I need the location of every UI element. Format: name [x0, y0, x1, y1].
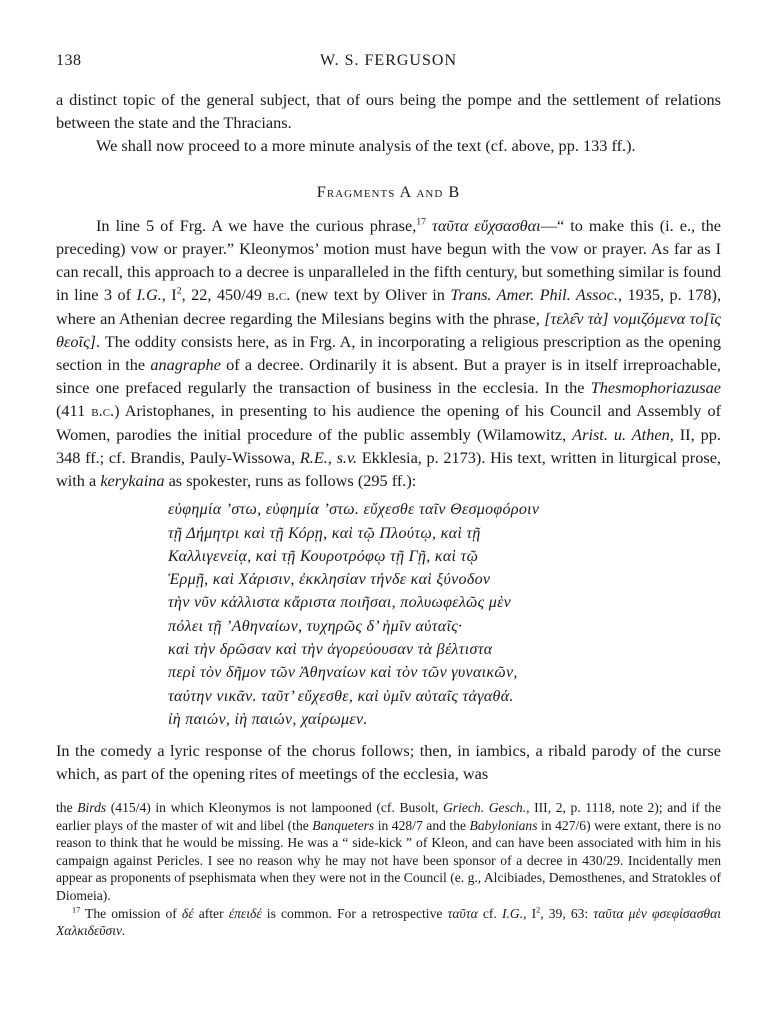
text-run: ) Aristophanes, in presenting to his audience the opening of his Council and Assembly of Women, parodies the initial procedure of the public assembly (Wilamowitz, [56, 401, 722, 444]
page-header [56, 52, 721, 76]
page-number: 138 [56, 52, 82, 69]
citation-title: Arist. u. Athen [572, 424, 670, 444]
greek-phrase: [τελε̑ν τὰ] νομιζόμενα το[ῖς θεοῖς] [56, 308, 721, 351]
text-run: , III, 2, p. 1118, note 2); and if the earlier plays of the master of wit and libel (the [56, 800, 721, 833]
text-run: , I [161, 285, 177, 305]
quote-line: καὶ τὴν δρῶσαν καὶ τὴν ἀγορεύουσαν τὰ βέλτιστα [168, 641, 493, 659]
running-head: W. S. FERGUSON [320, 52, 457, 69]
italic-term: kerykaina [100, 471, 165, 491]
paragraph-comedy: In the comedy a lyric response of the chorus follows; then, in iambics, a ribald parody of the curse which, as part of the opening rites of meetings of the ecclesia, was [56, 741, 721, 784]
footnote-continuation [56, 799, 721, 905]
text-run: , 22, 450/49 [181, 285, 268, 305]
text-run: Ekklesia, p. 2173). His text, written in liturgical prose, with a [56, 447, 721, 491]
text-run: in 428/7 and the [374, 817, 470, 833]
quote-line: Καλλιγενείᾳ, καὶ τῇ Κουροτρόφῳ τῇ Γῇ, καὶ τῷ [168, 547, 479, 565]
quote-line: περὶ τὸν δῆμον τῶν Ἀθηναίων καὶ τὸν τῶν γυναικῶν, [168, 664, 518, 682]
quote-line: ἰὴ παιών, ἰὴ παιών, χαίρωμεν. [168, 710, 368, 728]
citation-title: Babylonians [469, 817, 538, 833]
text-run: (415/4) in which Kleonymos is not lampooned (cf. Busolt, [106, 800, 443, 815]
citation-title: I.G. [136, 285, 162, 305]
text-run: (411 [56, 401, 92, 421]
citation-title: Banqueters [312, 817, 375, 833]
text-run: , 39, 63: [540, 905, 594, 921]
citation-title: I.G. [501, 905, 524, 921]
text-run: , II, pp. 348 ff.; cf. Brandis, Pauly-Wissowa, [56, 424, 721, 467]
citation-title: R.E. [299, 447, 328, 467]
main-text [56, 88, 721, 786]
greek-block-quote [168, 498, 721, 731]
quote-line: εὐφημία ’στω, εὐφημία ’στω. εὔχεσθε ταῖν Θεσμοφόροιν [168, 501, 540, 519]
quote-line: τὴν νῦν κάλλιστα κἄριστα ποιῆσαι, πολυωφελῶς μὲν [168, 594, 512, 612]
paragraph-fragments [56, 214, 721, 492]
italic-term: s.v. [336, 447, 358, 467]
paragraph-continuation: a distinct topic of the general subject, that of ours being the pompe and the settlement of relations between the state and the Thracians. [56, 90, 721, 133]
footnote-ref-17: 17 [416, 216, 427, 228]
text-run: In line 5 of Frg. A we have the curious phrase, [96, 215, 417, 235]
text-run: cf. [477, 905, 502, 921]
text-run: , I [523, 905, 537, 921]
italic-term: anagraphe [150, 355, 221, 375]
quote-line: πόλει τῇ ’Αθηναίων, τυχηρῶς δ’ ἡμῖν αὐταῖς· [168, 617, 463, 635]
text-run: in 427/6) were extant, there is no reason to think that he would be missing. He was a “ side-kick ” of Kleon, and can have been associated with him in his campaign against Pericles. I see no reason why he may not have been sponsor of a decree in 430/29. Incidentally men appear as proponents of psephismata when they were not in the Council (e. g., Alcibiades, Demosthenes, and Stratokles of Diomeia). [56, 817, 722, 903]
text-run: The omission of [80, 905, 182, 921]
citation-title: Griech. Gesch. [442, 800, 527, 815]
citation-title: Birds [77, 800, 107, 815]
greek-phrase: ταῦτα εὔχσασθαι [426, 215, 541, 235]
text-run: . The oddity consists here, as in Frg. A, in incorporating a religious prescription as the opening section in the [56, 331, 721, 375]
citation-title: Trans. Amer. Phil. Assoc. [450, 285, 618, 305]
greek-phrase: ταῦτα μὲν φσεφίσασθαι Χαλκιδεῦσιν. [56, 905, 722, 939]
paragraph-analysis-intro: We shall now proceed to a more minute analysis of the text (cf. above, pp. 133 ff.). [96, 136, 636, 156]
quote-line: τῇ Δήμητρι καὶ τῇ Κόρῃ, καὶ τῷ Πλούτῳ, καὶ τῇ [168, 524, 481, 542]
quote-line: ταύτην νικᾶν. ταῦτ’ εὔχεσθε, καὶ ὑμῖν αὐταῖς τἀγαθά. [168, 687, 514, 705]
footnote-17 [56, 905, 721, 940]
greek-word: ἐπειδέ [228, 905, 262, 921]
text-run: —“ to make this (i. e., the preceding) vow or prayer.” Kleonymos’ motion must have begun with the vow or prayer. As far as I can recall, this approach to a decree is unparalleled in the fifth century, but something similar is found in line 3 of [56, 215, 721, 305]
text-run: is common. For a retrospective [261, 905, 448, 921]
text-run: after [193, 905, 229, 921]
footnote-mark: 17 [72, 905, 81, 915]
citation-title: Thesmophoriazusae [590, 378, 721, 398]
greek-word: δέ [181, 905, 194, 921]
text-run: , 1935, p. 178), where an Athenian decree regarding the Milesians begins with the phrase, [56, 285, 722, 328]
quote-line: Ἑρμῇ, καὶ Χάρισιν, ἐκκλησίαν τήνδε καὶ ξύνοδον [168, 571, 491, 589]
era-abbrev: b.c. [267, 285, 291, 305]
text-run: (new text by Oliver in [290, 285, 451, 305]
era-abbrev: b.c. [91, 401, 115, 421]
section-heading: Fragments A and B [316, 181, 461, 201]
greek-word: ταῦτα [447, 905, 478, 921]
superscript: 2 [536, 905, 541, 915]
text-run: the [56, 800, 78, 815]
text-run: as spokester, runs as follows (295 ff.): [164, 471, 417, 491]
text-run: , [327, 447, 337, 467]
superscript: 2 [176, 286, 182, 297]
footnotes [56, 799, 721, 940]
text-run: of a decree. Ordinarily it is absent. But a prayer is in itself irreproachable, since one prefaced regularly the transaction of business in the ecclesia. In the [56, 355, 721, 398]
